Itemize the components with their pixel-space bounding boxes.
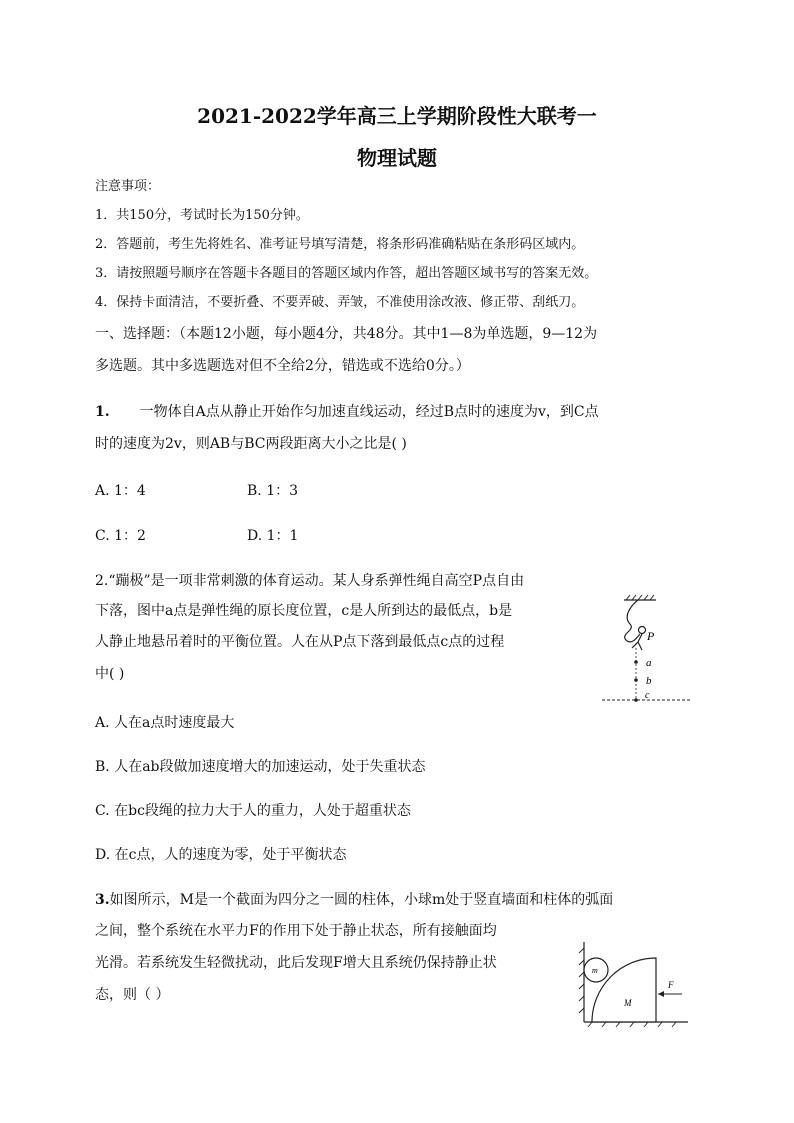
question-3-line1	[95, 890, 613, 910]
answer-paren: ( )	[391, 436, 407, 452]
question-1-stem: 一物体自A点从静止开始作匀加速直线运动，经过B点时的速度为v，到C点	[139, 404, 599, 420]
note-item: 2．答题前，考生先将姓名、准考证号填写清楚，将条形码准确粘贴在条形码区域内。	[95, 237, 585, 252]
label-p: P	[647, 629, 655, 643]
exam-title: 2021-2022学年高三上学期阶段性大联考一	[197, 104, 597, 128]
wall-hatch	[579, 948, 584, 1013]
elastic-cord	[625, 600, 640, 642]
option-c: C. 在bc段绳的拉力大于人的重力，人处于超重状态	[95, 803, 411, 819]
option-a: A. 1：4	[95, 483, 146, 499]
question-3-number: 3.	[95, 892, 110, 908]
jumper-body	[632, 634, 642, 650]
question-3-line4: 态，则（ ）	[95, 987, 170, 1003]
exam-subtitle: 物理试题	[357, 146, 437, 170]
question-1-line1	[95, 402, 599, 422]
label-c: c	[645, 690, 650, 701]
ground-hatch	[588, 1022, 676, 1027]
section-instructions-line2: 多选题。其中多选题选对但不全给2分，错选或不选给0分。）	[95, 358, 470, 374]
notes-heading: 注意事项：	[95, 179, 161, 194]
section-instructions-line1: 一、选择题：（本题12小题，每小题4分，共48分。其中1—8为单选题，9—12为	[95, 326, 598, 342]
label-m: m	[592, 966, 598, 975]
point-b	[634, 678, 638, 682]
option-d: D. 1：1	[247, 528, 299, 544]
question-1-number: 1.	[95, 404, 110, 420]
label-M: M	[624, 998, 632, 1008]
quarter-cylinder-figure	[576, 938, 692, 1028]
question-3-line2: 之间，整个系统在水平力F的作用下处于静止状态，所有接触面均	[95, 923, 497, 939]
note-item: 4．保持卡面清洁，不要折叠、不要弄破、弄皱，不准使用涂改液、修正带、刮纸刀。	[95, 295, 585, 310]
label-b: b	[646, 675, 652, 687]
label-F: F	[668, 980, 674, 990]
question-1-stem: 时的速度为2v，则AB与BC两段距离大小之比是	[95, 436, 392, 452]
option-b: B. 人在ab段做加速度增大的加速运动，处于失重状态	[95, 759, 426, 775]
option-d: D. 在c点，人的速度为零，处于平衡状态	[95, 847, 347, 863]
question-2-line2: 下落，图中a点是弹性绳的原长度位置，c是人所到达的最低点，b是	[95, 603, 513, 619]
jumper-head	[639, 627, 646, 634]
answer-paren: ( )	[109, 666, 125, 682]
question-3-stem: 如图所示，M是一个截面为四分之一圆的柱体，小球m处于竖直墙面和柱体的弧面	[109, 892, 614, 908]
question-2-stem-end: 中	[95, 666, 109, 682]
question-2-line1: 2.“蹦极”是一项非常刺激的体育运动。某人身系弹性绳自高空P点自由	[95, 573, 525, 589]
option-c: C. 1：2	[95, 528, 146, 544]
note-item: 1．共150分，考试时长为150分钟。	[95, 208, 309, 223]
question-3-line3: 光滑。若系统发生轻微扰动，此后发现F增大且系统仍保持静止状	[95, 955, 497, 971]
ceiling-hatch	[626, 595, 654, 600]
bungee-jump-figure	[598, 590, 693, 708]
question-1-line2	[95, 434, 407, 454]
option-a: A. 人在a点时速度最大	[95, 715, 235, 731]
question-2-line3: 人静止地悬吊着时的平衡位置。人在从P点下落到最低点c点的过程	[95, 634, 505, 650]
force-arrowhead	[658, 991, 664, 997]
question-2-line4	[95, 664, 124, 684]
option-b: B. 1：3	[247, 483, 299, 499]
label-a: a	[646, 657, 652, 669]
point-a	[634, 660, 638, 664]
note-item: 3．请按照题号顺序在答题卡各题目的答题区域内作答，超出答题区域书写的答案无效。	[95, 266, 598, 281]
